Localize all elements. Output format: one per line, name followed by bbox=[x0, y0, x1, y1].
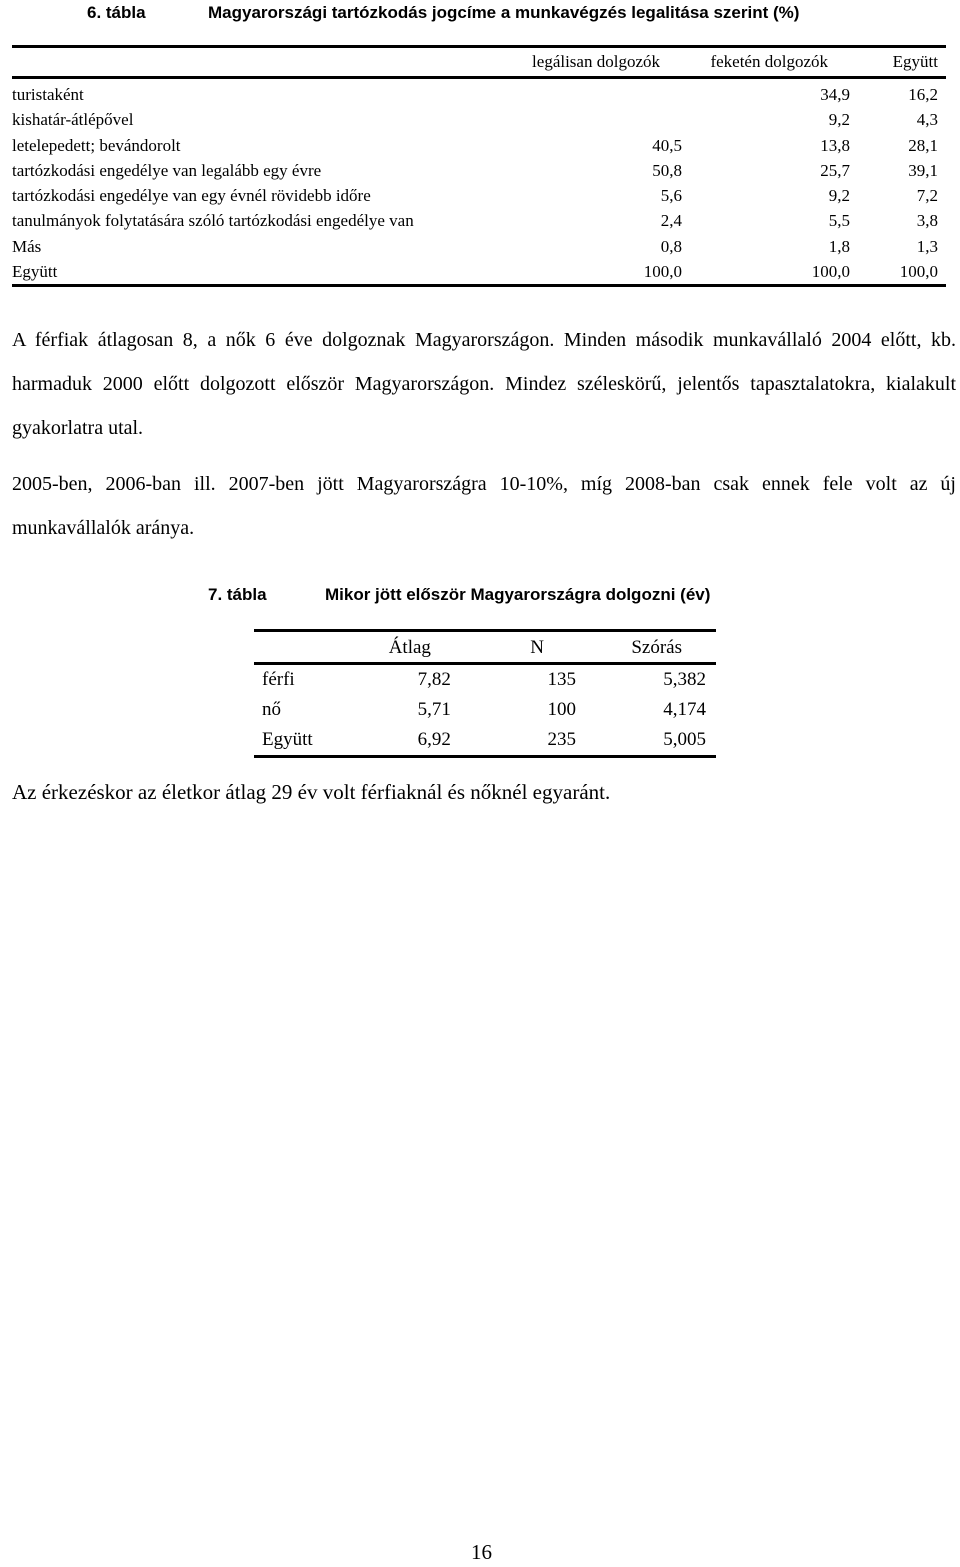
cell-total: 1,3 bbox=[916, 236, 938, 256]
paragraph-experience: A férfiak átlagosan 8, a nők 6 éve dolgoznak Magyarországon. Minden második munkavállaló 2004 előtt, kb. harmaduk 2000 előtt dolgozott először Magyarországon. Mindez széleskörű, jelentős tapasztalatokra, kialakult gyakorlatra utal. bbox=[12, 329, 956, 439]
paragraph-arrival-age: Az érkezéskor az életkor átlag 29 év volt férfiaknál és nőknél egyaránt. bbox=[12, 780, 611, 804]
cell-total: 39,1 bbox=[908, 160, 938, 180]
row-label: letelepedett; bevándorolt bbox=[12, 135, 181, 155]
cell-legal: 5,6 bbox=[660, 186, 682, 206]
table7-header-empty bbox=[254, 631, 341, 664]
table-row bbox=[254, 664, 716, 696]
cell-n: 100 bbox=[547, 699, 576, 720]
table-row bbox=[12, 234, 946, 259]
table6-header-total: Együtt bbox=[892, 52, 938, 71]
cell-total: 4,3 bbox=[916, 110, 938, 130]
table6 bbox=[12, 45, 946, 287]
cell-total: 16,2 bbox=[908, 85, 938, 104]
cell-legal: 40,5 bbox=[652, 135, 682, 155]
cell-black: 9,2 bbox=[828, 110, 850, 130]
table6-header-black: feketén dolgozók bbox=[710, 52, 828, 71]
cell-black: 25,7 bbox=[820, 160, 850, 180]
table7-title: Mikor jött először Magyarországra dolgozni (év) bbox=[325, 585, 711, 604]
table-row bbox=[12, 208, 946, 233]
table6-number: 6. tábla bbox=[87, 3, 146, 22]
cell-sd: 4,174 bbox=[663, 699, 706, 720]
cell-total: 100,0 bbox=[899, 262, 938, 282]
table-row bbox=[12, 183, 946, 208]
cell-legal: 0,8 bbox=[660, 236, 682, 256]
table6-header-empty bbox=[12, 47, 520, 78]
cell-total: 7,2 bbox=[916, 186, 938, 206]
cell-mean: 6,92 bbox=[417, 729, 451, 750]
table-row-total bbox=[254, 725, 716, 757]
cell-sd: 5,382 bbox=[663, 669, 706, 690]
cell-n: 235 bbox=[547, 729, 576, 750]
row-label: kishatár-átlépővel bbox=[12, 110, 134, 130]
row-label: tartózkodási engedélye van legalább egy évre bbox=[12, 160, 322, 180]
cell-black: 9,2 bbox=[828, 186, 850, 206]
cell-legal: 100,0 bbox=[643, 262, 682, 282]
cell-black: 1,8 bbox=[828, 236, 850, 256]
cell-black: 100,0 bbox=[811, 262, 850, 282]
table6-header-legal: legálisan dolgozók bbox=[532, 52, 660, 71]
table-row bbox=[12, 107, 946, 132]
table7-header-row bbox=[254, 631, 716, 664]
cell-mean: 5,71 bbox=[417, 699, 451, 720]
cell-total: 3,8 bbox=[916, 211, 938, 231]
table6-header-row bbox=[12, 47, 946, 78]
table7-number: 7. tábla bbox=[208, 585, 267, 604]
cell-mean: 7,82 bbox=[417, 669, 451, 690]
table-row bbox=[12, 158, 946, 183]
cell-legal: 2,4 bbox=[660, 211, 682, 231]
row-label: nő bbox=[262, 699, 281, 720]
table-row-total bbox=[12, 259, 946, 286]
table7-header-sd: Szórás bbox=[631, 637, 682, 658]
paragraph-arrival-years: 2005-ben, 2006-ban ill. 2007-ben jött Magyarországra 10-10%, míg 2008-ban csak ennek fele volt az új munkavállalók aránya. bbox=[12, 473, 956, 539]
cell-legal: 50,8 bbox=[652, 160, 682, 180]
cell-n: 135 bbox=[547, 669, 576, 690]
cell-black: 13,8 bbox=[820, 135, 850, 155]
cell-legal bbox=[520, 107, 690, 132]
table7 bbox=[254, 629, 716, 758]
cell-sd: 5,005 bbox=[663, 729, 706, 750]
row-label: tartózkodási engedélye van egy évnél rövidebb időre bbox=[12, 186, 371, 206]
cell-total: 28,1 bbox=[908, 135, 938, 155]
page-number: 16 bbox=[471, 1540, 492, 1564]
row-label: Más bbox=[12, 236, 42, 256]
table-row bbox=[254, 695, 716, 725]
table7-header-n: N bbox=[530, 637, 544, 658]
row-label: Együtt bbox=[12, 262, 58, 282]
table-row bbox=[12, 78, 946, 108]
row-label: férfi bbox=[262, 669, 295, 690]
cell-legal bbox=[520, 78, 690, 108]
table6-title: Magyarországi tartózkodás jogcíme a munkavégzés legalitása szerint (%) bbox=[208, 3, 800, 22]
row-label: turistaként bbox=[12, 85, 84, 104]
row-label: tanulmányok folytatására szóló tartózkodási engedélye van bbox=[12, 211, 414, 231]
row-label: Együtt bbox=[262, 729, 313, 750]
table7-header-mean: Átlag bbox=[388, 637, 431, 658]
cell-black: 34,9 bbox=[820, 85, 850, 104]
cell-black: 5,5 bbox=[828, 211, 850, 231]
table-row bbox=[12, 133, 946, 158]
